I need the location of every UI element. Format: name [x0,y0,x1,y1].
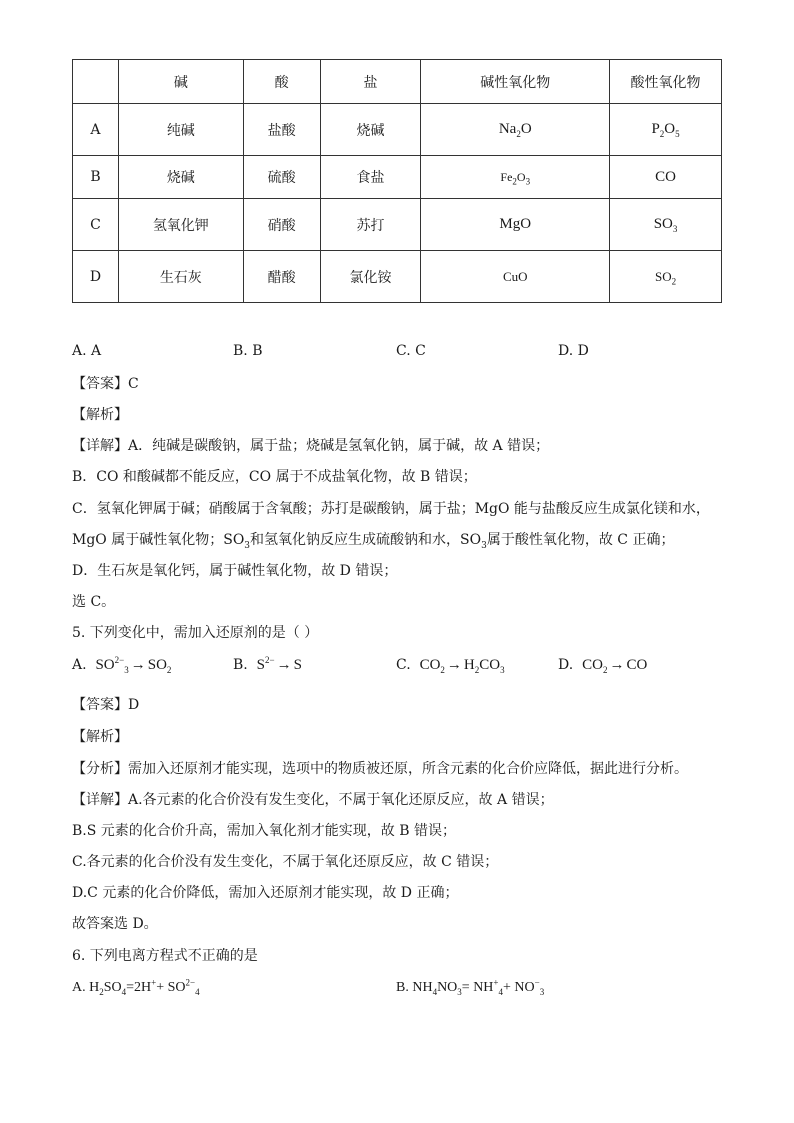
basic-oxide-cell: MgO [421,199,610,251]
explanation-line: D．生石灰是氧化钙，属于碱性氧化物，故 D 错误； [72,563,398,579]
base-cell: 纯碱 [118,104,243,156]
option-c: C. C [396,343,426,359]
base-cell: 氢氧化钾 [118,199,243,251]
option-a: A. $H_2SO_4=2H^++ SO^{2-}_4$ [72,977,200,997]
acidic-oxide-cell: CO [610,156,722,199]
acidic-oxide-cell: $P_2O_5$ [610,104,722,156]
arrow-icon: → [276,657,292,673]
explanation-line: MgO 属于碱性氧化物；$SO_3$和氢氧化钠反应生成硫酸钠和水，$SO_3$属于酸性氧化物，故 C 正确； [72,532,675,551]
table-header-cell: 酸性氧化物 [610,60,722,104]
explanation-line: D.C 元素的化合价降低，需加入还原剂才能实现，故 D 正确； [72,885,459,901]
salt-cell: 苏打 [320,199,421,251]
arrow-icon: → [609,657,625,673]
row-label: C [73,199,119,251]
answer-label: 【答案】C [72,376,139,392]
row-label: A [73,104,119,156]
explanation-line: 故答案选 D。 [72,916,158,932]
basic-oxide-cell: CuO [421,251,610,303]
salt-cell: 氯化铵 [320,251,421,303]
table-row [73,199,722,251]
table-header-cell: 酸 [243,60,320,104]
table-header-cell [73,60,119,104]
option-a: A. $SO^{2-}_3 \to SO_2$ [72,655,172,675]
base-cell: 生石灰 [118,251,243,303]
table-header-cell: 碱性氧化物 [421,60,610,104]
acid-cell: 硝酸 [243,199,320,251]
explanation-line: 选 C。 [72,594,116,610]
acid-cell: 盐酸 [243,104,320,156]
basic-oxide-cell: $Na_2O$ [421,104,610,156]
arrow-icon: → [446,657,462,673]
question-stem: 6. 下列电离方程式不正确的是 [72,948,258,964]
base-cell: 烧碱 [118,156,243,199]
explanation-line: 【分析】需加入还原剂才能实现，选项中的物质被还原，所含元素的化合价应降低，据此进行分析。 [72,761,688,777]
table-header-row [73,60,722,104]
explanation-line: C.各元素的化合价没有发生变化，不属于氧化还原反应，故 C 错误； [72,854,499,870]
acid-cell: 醋酸 [243,251,320,303]
acidic-oxide-cell: $SO_3$ [610,199,722,251]
option-d: D. $CO_2$ → CO [558,657,648,675]
acidic-oxide-cell: $SO_2$ [610,251,722,303]
arrow-icon: → [130,657,146,673]
answer-label: 【答案】D [72,697,140,713]
basic-oxide-cell: $Fe_2O_3$ [421,156,610,199]
explanation-line: B.S 元素的化合价升高，需加入氧化剂才能实现，故 B 错误； [72,823,456,839]
explanation-line: B．CO 和酸碱都不能反应，CO 属于不成盐氧化物，故 B 错误； [72,469,477,485]
classification-table [72,59,722,303]
salt-cell: 烧碱 [320,104,421,156]
table-header-cell: 盐 [320,60,421,104]
table-row [73,156,722,199]
table-row [73,251,722,303]
explanation-line: C．氢氧化钾属于碱；硝酸属于含氧酸；苏打是碳酸钠，属于盐；MgO 能与盐酸反应生成氯化镁和水， [72,501,710,517]
explanation-line: 【详解】A.各元素的化合价没有发生变化，不属于氧化还原反应，故 A 错误； [72,792,554,808]
option-a: A. A [72,343,102,359]
table-header-cell: 碱 [118,60,243,104]
option-b: B. $S^{2-} \to S$ [233,655,302,673]
option-b: B. $NH_4NO_3= NH^+_4+ NO^-_3$ [396,977,545,997]
analysis-label: 【解析】 [72,407,128,423]
option-d: D. D [558,343,589,359]
question-stem: 5. 下列变化中，需加入还原剂的是（ ） [72,625,319,641]
analysis-label: 【解析】 [72,729,128,745]
option-b: B. B [233,343,263,359]
explanation-line: 【详解】A．纯碱是碳酸钠，属于盐；烧碱是氢氧化钠，属于碱，故 A 错误； [72,438,550,454]
row-label: B [73,156,119,199]
row-label: D [73,251,119,303]
table-row [73,104,722,156]
acid-cell: 硫酸 [243,156,320,199]
option-c: C. $CO_2 \to H_2CO_3$ [396,657,505,675]
salt-cell: 食盐 [320,156,421,199]
